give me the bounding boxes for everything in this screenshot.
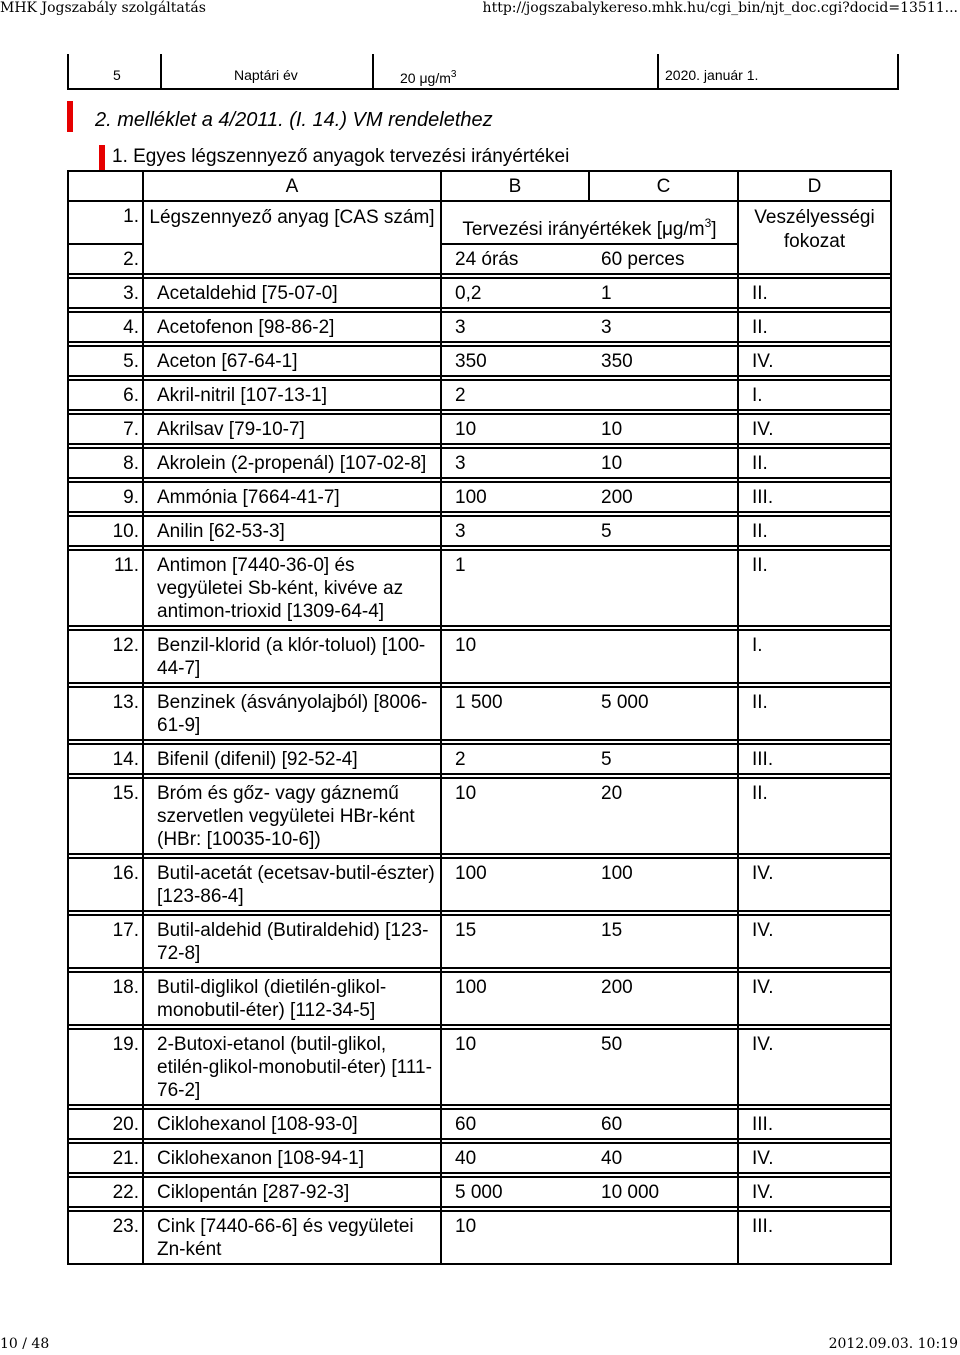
value-60min-cell: 100 bbox=[589, 858, 738, 911]
value-60min-cell: 50 bbox=[589, 1029, 738, 1105]
row-number: 3. bbox=[68, 278, 143, 308]
continuation-row-value: 20 $\mu g/m^3$ bbox=[374, 54, 659, 88]
print-datetime: 2012.09.03. 10:19 bbox=[828, 1336, 958, 1352]
value-24h-cell: 3 bbox=[441, 312, 589, 342]
hazard-class-cell: II. bbox=[738, 516, 891, 546]
hazard-class-cell: II. bbox=[738, 278, 891, 308]
continuation-row-number: 5 bbox=[67, 54, 162, 88]
column-bc-header: Tervezési irányértékek $[\mu g/m^3]$ bbox=[441, 201, 738, 244]
value-60min-cell: 20 bbox=[589, 778, 738, 854]
value-24h-cell: 10 bbox=[441, 1029, 589, 1105]
row-number: 21. bbox=[68, 1143, 143, 1173]
substance-cell: Anilin [62-53-3] bbox=[143, 516, 441, 546]
hazard-class-cell: IV. bbox=[738, 414, 891, 444]
value-60min-cell bbox=[589, 380, 738, 410]
row-number: 7. bbox=[68, 414, 143, 444]
substance-cell: Bifenil (difenil) [92-52-4] bbox=[143, 744, 441, 774]
column-b-subheader: 24 órás bbox=[441, 244, 589, 274]
value-24h-cell: 100 bbox=[441, 482, 589, 512]
value-60min-cell: 200 bbox=[589, 482, 738, 512]
substance-cell: Aceton [67-64-1] bbox=[143, 346, 441, 376]
row-number: 14. bbox=[68, 744, 143, 774]
column-letter-c: C bbox=[589, 171, 738, 201]
continuation-row bbox=[67, 54, 899, 90]
row-number: 13. bbox=[68, 687, 143, 740]
hazard-class-cell: II. bbox=[738, 312, 891, 342]
hazard-class-cell: II. bbox=[738, 550, 891, 626]
table-row bbox=[68, 858, 891, 911]
value-60min-cell: 200 bbox=[589, 972, 738, 1025]
row-number: 11. bbox=[68, 550, 143, 626]
row-number: 1. bbox=[68, 201, 143, 244]
value-60min-cell: 60 bbox=[589, 1109, 738, 1139]
row-number: 18. bbox=[68, 972, 143, 1025]
row-number: 6. bbox=[68, 380, 143, 410]
substance-cell: Akrilsav [79-10-7] bbox=[143, 414, 441, 444]
value-24h-cell: 2 bbox=[441, 744, 589, 774]
table-row bbox=[68, 687, 891, 740]
row-number: 8. bbox=[68, 448, 143, 478]
substance-cell: Ciklohexanon [108-94-1] bbox=[143, 1143, 441, 1173]
table-row bbox=[68, 278, 891, 308]
hazard-class-cell: II. bbox=[738, 448, 891, 478]
value-24h-cell: 1 bbox=[441, 550, 589, 626]
table-row bbox=[68, 972, 891, 1025]
row-number: 20. bbox=[68, 1109, 143, 1139]
substance-cell: 2-Butoxi-etanol (butil-glikol, etilén-glikol-monobutil-éter) [111-76-2] bbox=[143, 1029, 441, 1105]
substance-cell: Ciklohexanol [108-93-0] bbox=[143, 1109, 441, 1139]
value-60min-cell bbox=[589, 550, 738, 626]
hazard-class-cell: IV. bbox=[738, 346, 891, 376]
hazard-class-cell: III. bbox=[738, 482, 891, 512]
value-60min-cell: 5 bbox=[589, 744, 738, 774]
hazard-class-cell: I. bbox=[738, 630, 891, 683]
value-60min-cell: 3 bbox=[589, 312, 738, 342]
row-number: 17. bbox=[68, 915, 143, 968]
header-url[interactable]: http://jogszabalykereso.mhk.hu/cgi_bin/njt_doc.cgi?docid=13511... bbox=[482, 0, 958, 16]
substance-cell: Butil-aldehid (Butiraldehid) [123-72-8] bbox=[143, 915, 441, 968]
table-row bbox=[68, 1143, 891, 1173]
row-number: 19. bbox=[68, 1029, 143, 1105]
column-letter-d: D bbox=[738, 171, 891, 201]
hazard-class-cell: II. bbox=[738, 778, 891, 854]
substance-cell: Benzil-klorid (a klór-toluol) [100-44-7] bbox=[143, 630, 441, 683]
table-row bbox=[68, 312, 891, 342]
value-60min-cell: 40 bbox=[589, 1143, 738, 1173]
value-24h-cell: 40 bbox=[441, 1143, 589, 1173]
row-number: 22. bbox=[68, 1177, 143, 1207]
table-row bbox=[68, 744, 891, 774]
value-60min-cell: 15 bbox=[589, 915, 738, 968]
table-row bbox=[68, 915, 891, 968]
annex-title: 2. melléklet a 4/2011. (I. 14.) VM rendelethez bbox=[95, 109, 493, 131]
table-row bbox=[68, 1211, 891, 1264]
row-number: 12. bbox=[68, 630, 143, 683]
hazard-class-cell: IV. bbox=[738, 972, 891, 1025]
table-row bbox=[68, 1177, 891, 1207]
substance-cell: Butil-diglikol (dietilén-glikol-monobutil-éter) [112-34-5] bbox=[143, 972, 441, 1025]
value-24h-cell: 10 bbox=[441, 630, 589, 683]
row-number: 16. bbox=[68, 858, 143, 911]
hazard-class-cell: II. bbox=[738, 687, 891, 740]
row-number: 10. bbox=[68, 516, 143, 546]
table-row bbox=[68, 448, 891, 478]
value-24h-cell: 350 bbox=[441, 346, 589, 376]
hazard-class-cell: IV. bbox=[738, 1143, 891, 1173]
value-60min-cell bbox=[589, 1211, 738, 1264]
table-row bbox=[68, 550, 891, 626]
value-24h-cell: 10 bbox=[441, 778, 589, 854]
row-number: 23. bbox=[68, 1211, 143, 1264]
hazard-class-cell: III. bbox=[738, 1211, 891, 1264]
hazard-class-cell: IV. bbox=[738, 1029, 891, 1105]
substance-cell: Cink [7440-66-6] és vegyületei Zn-ként bbox=[143, 1211, 441, 1264]
value-24h-cell: 60 bbox=[441, 1109, 589, 1139]
table-row bbox=[68, 346, 891, 376]
row-number: 9. bbox=[68, 482, 143, 512]
column-letter-a: A bbox=[143, 171, 441, 201]
value-60min-cell: 350 bbox=[589, 346, 738, 376]
value-60min-cell: 10 000 bbox=[589, 1177, 738, 1207]
column-d-header: Veszélyességi fokozat bbox=[738, 201, 891, 274]
column-letters-row bbox=[68, 171, 891, 201]
column-letter-b: B bbox=[441, 171, 589, 201]
column-c-subheader: 60 perces bbox=[589, 244, 738, 274]
hazard-class-cell: IV. bbox=[738, 858, 891, 911]
value-24h-cell: 3 bbox=[441, 448, 589, 478]
substance-cell: Ciklopentán [287-92-3] bbox=[143, 1177, 441, 1207]
value-24h-cell: 10 bbox=[441, 1211, 589, 1264]
value-60min-cell: 5 bbox=[589, 516, 738, 546]
substance-cell: Butil-acetát (ecetsav-butil-észter) [123-86-4] bbox=[143, 858, 441, 911]
row-number: 5. bbox=[68, 346, 143, 376]
value-24h-cell: 100 bbox=[441, 858, 589, 911]
row-number: 2. bbox=[68, 244, 143, 274]
table-row bbox=[68, 516, 891, 546]
substance-cell: Acetaldehid [75-07-0] bbox=[143, 278, 441, 308]
substance-cell: Benzinek (ásványolajból) [8006-61-9] bbox=[143, 687, 441, 740]
value-24h-cell: 100 bbox=[441, 972, 589, 1025]
table-row bbox=[68, 778, 891, 854]
value-24h-cell: 2 bbox=[441, 380, 589, 410]
page-number: 10 / 48 bbox=[0, 1336, 50, 1352]
hazard-class-cell: IV. bbox=[738, 915, 891, 968]
page-footer bbox=[0, 1336, 960, 1354]
table-row bbox=[68, 482, 891, 512]
substance-cell: Bróm és gőz- vagy gáznemű szervetlen vegyületei HBr-ként (HBr: [10035-10-6]) bbox=[143, 778, 441, 854]
value-24h-cell: 1 500 bbox=[441, 687, 589, 740]
value-24h-cell: 5 000 bbox=[441, 1177, 589, 1207]
header-row-1 bbox=[68, 201, 891, 244]
section-title: 1. Egyes légszennyező anyagok tervezési irányértékei bbox=[112, 146, 570, 167]
substance-cell: Akrolein (2-propenál) [107-02-8] bbox=[143, 448, 441, 478]
table-row bbox=[68, 1109, 891, 1139]
value-24h-cell: 0,2 bbox=[441, 278, 589, 308]
row-number: 4. bbox=[68, 312, 143, 342]
substance-cell: Antimon [7440-36-0] és vegyületei Sb-ként, kivéve az antimon-trioxid [1309-64-4] bbox=[143, 550, 441, 626]
value-60min-cell bbox=[589, 630, 738, 683]
substance-cell: Acetofenon [98-86-2] bbox=[143, 312, 441, 342]
value-60min-cell: 10 bbox=[589, 414, 738, 444]
row-number: 15. bbox=[68, 778, 143, 854]
continuation-row-period: Naptári év bbox=[162, 54, 374, 88]
hazard-class-cell: I. bbox=[738, 380, 891, 410]
change-marker bbox=[99, 145, 105, 170]
hazard-class-cell: IV. bbox=[738, 1177, 891, 1207]
column-a-header: Légszennyező anyag [CAS szám] bbox=[143, 201, 441, 274]
hazard-class-cell: III. bbox=[738, 1109, 891, 1139]
value-24h-cell: 3 bbox=[441, 516, 589, 546]
value-60min-cell: 1 bbox=[589, 278, 738, 308]
value-24h-cell: 10 bbox=[441, 414, 589, 444]
guideline-values-table bbox=[67, 170, 892, 1265]
hazard-class-cell: III. bbox=[738, 744, 891, 774]
substance-cell: Akril-nitril [107-13-1] bbox=[143, 380, 441, 410]
substance-cell: Ammónia [7664-41-7] bbox=[143, 482, 441, 512]
page-header bbox=[0, 0, 960, 22]
table-row bbox=[68, 414, 891, 444]
header-source: MHK Jogszabály szolgáltatás bbox=[0, 0, 206, 16]
continuation-row-date: 2020. január 1. bbox=[659, 54, 899, 88]
value-60min-cell: 10 bbox=[589, 448, 738, 478]
table-row bbox=[68, 1029, 891, 1105]
value-24h-cell: 15 bbox=[441, 915, 589, 968]
change-marker bbox=[67, 101, 73, 132]
table-row bbox=[68, 630, 891, 683]
table-row bbox=[68, 380, 891, 410]
value-60min-cell: 5 000 bbox=[589, 687, 738, 740]
